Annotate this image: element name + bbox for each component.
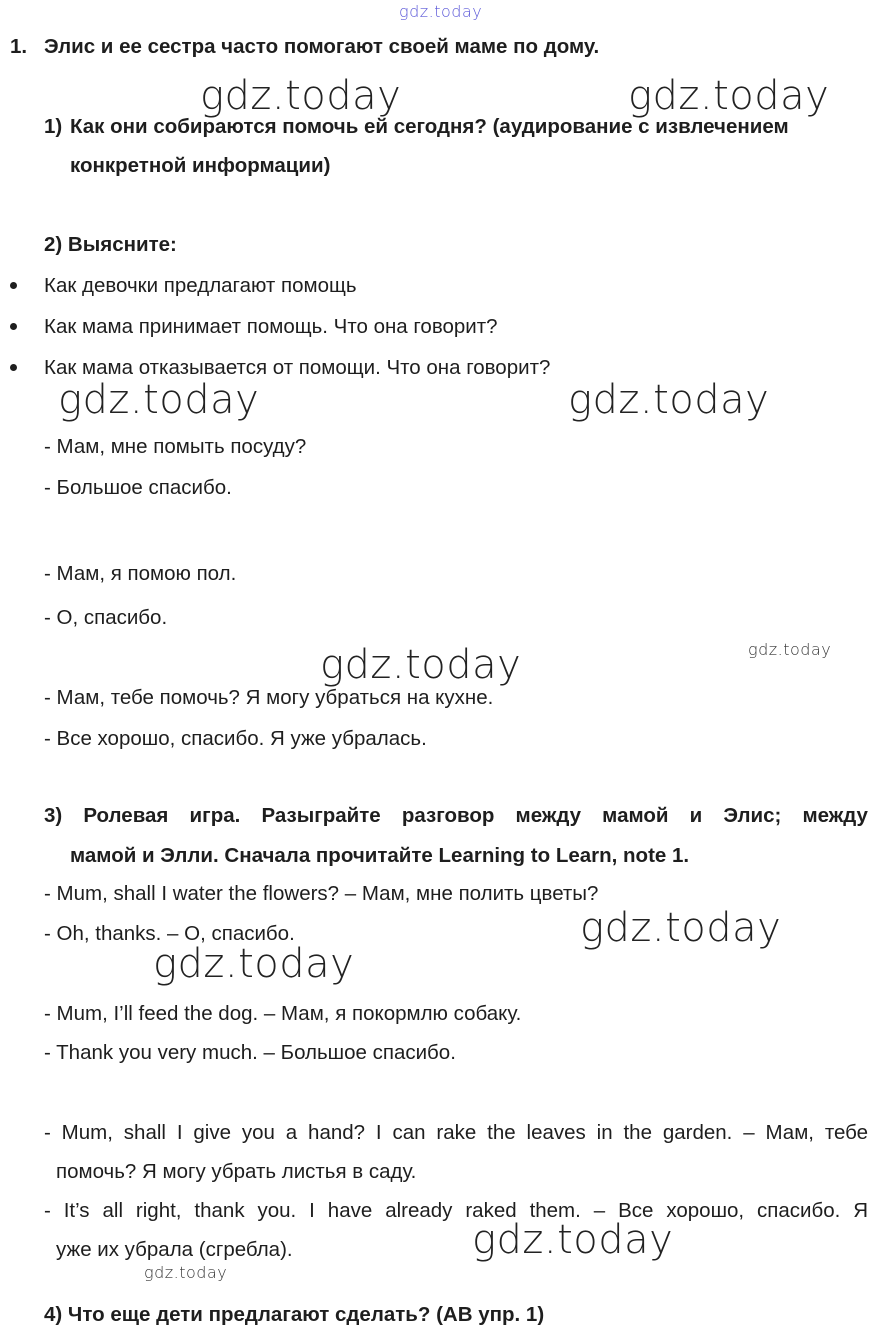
dialogue-line: - Мам, мне помыть посуду? — [44, 435, 307, 458]
part1-number: 1) — [44, 115, 63, 138]
word: I — [375, 1121, 382, 1144]
word: thank — [194, 1199, 245, 1222]
part4-heading: 4) Что еще дети предлагают сделать? (АВ упр. 1) — [44, 1303, 545, 1326]
watermark: gdz.today — [580, 905, 782, 951]
word: мамой — [602, 804, 669, 827]
watermark: gdz.today — [568, 377, 770, 423]
word: right, — [135, 1199, 182, 1222]
watermark-top: gdz.today — [399, 2, 483, 21]
word: хорошо, — [666, 1199, 745, 1222]
part3-line2: мамой и Элли. Сначала прочитайте Learning to Learn, note 1. — [70, 844, 690, 867]
word: Все — [618, 1199, 654, 1222]
bullet-dot — [10, 323, 17, 330]
word: them. — [529, 1199, 581, 1222]
watermark: gdz.today — [748, 640, 832, 659]
word: между — [802, 804, 868, 827]
dialogue-line: - Mum, shall I water the flowers? – Мам, мне полить цветы? — [44, 882, 599, 905]
dialogue-line: - Большое спасибо. — [44, 476, 232, 499]
word: - It’s — [44, 1199, 90, 1222]
part1-line2: конкретной информации) — [70, 154, 331, 177]
dialogue-line: - Все хорошо, спасибо. Я уже убралась. — [44, 727, 427, 750]
part3-line1 — [44, 804, 868, 828]
bullet-dot — [10, 282, 17, 289]
word: have — [327, 1199, 373, 1222]
word: разговор — [401, 804, 495, 827]
word: leaves — [526, 1121, 586, 1144]
watermark: gdz.today — [144, 1263, 228, 1282]
word: между — [515, 804, 582, 827]
dialogue-long-a1 — [44, 1121, 868, 1145]
bullet-dot — [10, 364, 17, 371]
dialogue-line: - Мам, я помою пол. — [44, 562, 237, 585]
word: all — [102, 1199, 123, 1222]
word: Мам, — [765, 1121, 814, 1144]
part2-heading: 2) Выясните: — [44, 233, 177, 256]
word: - Mum, — [44, 1121, 113, 1144]
word: rake — [436, 1121, 477, 1144]
word: garden. — [662, 1121, 733, 1144]
dialogue-long-a2: помочь? Я могу убрать листья в саду. — [56, 1160, 417, 1183]
word: Я — [853, 1199, 869, 1222]
watermark: gdz.today — [200, 73, 402, 119]
dialogue-long-b1 — [44, 1199, 868, 1223]
word: и — [689, 804, 703, 827]
word: 3) — [44, 804, 63, 827]
watermark: gdz.today — [58, 377, 260, 423]
dialogue-long-b2: уже их убрала (сгребла). — [56, 1238, 293, 1261]
word: you — [241, 1121, 275, 1144]
word: in — [596, 1121, 613, 1144]
watermark: gdz.today — [320, 642, 522, 688]
bullet-item: Как мама отказывается от помощи. Что она говорит? — [44, 356, 551, 379]
task-number: 1. — [10, 35, 28, 58]
watermark: gdz.today — [472, 1217, 674, 1263]
bullet-item: Как мама принимает помощь. Что она говорит? — [44, 315, 498, 338]
watermark: gdz.today — [628, 73, 830, 119]
word: raked — [465, 1199, 517, 1222]
dialogue-line: - Thank you very much. – Большое спасибо. — [44, 1041, 456, 1064]
dialogue-line: - Мам, тебе помочь? Я могу убраться на кухне. — [44, 686, 494, 709]
watermark: gdz.today — [153, 941, 355, 987]
task-title: Элис и ее сестра часто помогают своей маме по дому. — [44, 35, 600, 58]
word: the — [487, 1121, 516, 1144]
dialogue-line: - Oh, thanks. – О, спасибо. — [44, 922, 295, 945]
word: – — [743, 1121, 755, 1144]
word: already — [385, 1199, 453, 1222]
word: – — [593, 1199, 606, 1222]
word: игра. — [189, 804, 241, 827]
part1-line1: Как они собираются помочь ей сегодня? (аудирование с извлечением — [70, 115, 789, 138]
word: hand? — [308, 1121, 366, 1144]
bullet-item: Как девочки предлагают помощь — [44, 274, 357, 297]
word: a — [285, 1121, 298, 1144]
word: Ролевая — [83, 804, 169, 827]
dialogue-line: - Mum, I’ll feed the dog. – Мам, я покормлю собаку. — [44, 1002, 522, 1025]
word: спасибо. — [757, 1199, 841, 1222]
word: can — [392, 1121, 426, 1144]
dialogue-line: - О, спасибо. — [44, 606, 168, 629]
word: тебе — [824, 1121, 869, 1144]
word: shall — [123, 1121, 166, 1144]
word: you. — [257, 1199, 297, 1222]
word: I — [309, 1199, 315, 1222]
word: I — [176, 1121, 183, 1144]
word: Элис; — [723, 804, 782, 827]
word: give — [193, 1121, 231, 1144]
word: the — [623, 1121, 652, 1144]
word: Разыграйте — [261, 804, 381, 827]
